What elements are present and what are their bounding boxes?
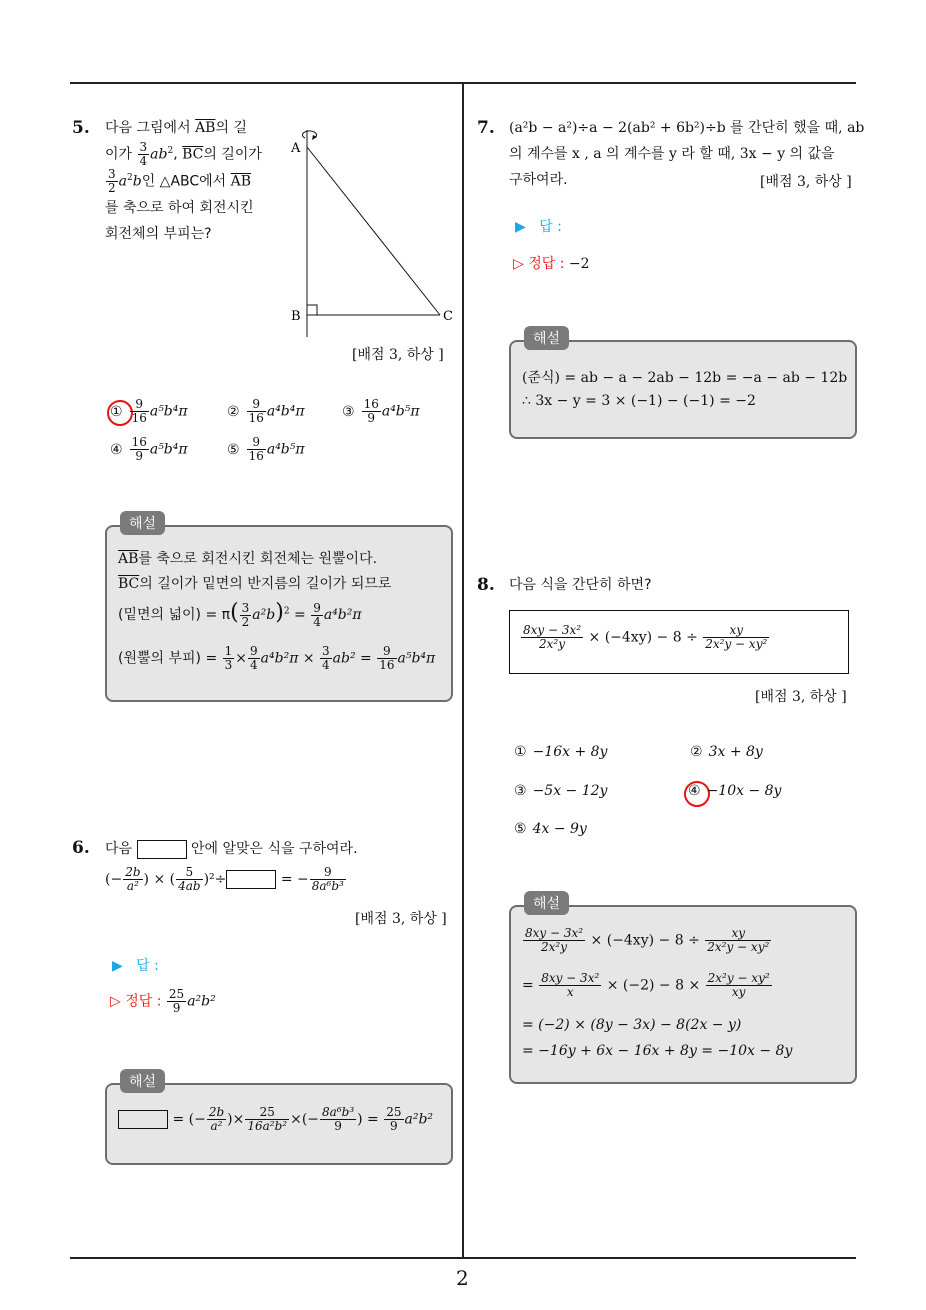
- vertex-a-label: A: [291, 141, 301, 156]
- question-7-score: [배점 3, 하상 ]: [760, 174, 852, 190]
- question-6-expression: (− $\frac{2b}{\text{a²}}$ ) × ( $\frac{5}{4ab}$ )²÷ = − $\frac{9}{\text{8a⁶b³}}$: [105, 865, 344, 893]
- question-5-score: [배점 3, 하상 ]: [352, 347, 444, 363]
- q7-explanation-box: [509, 340, 857, 439]
- question-6-number: 6.: [72, 838, 90, 858]
- q8-choice-5[interactable]: ⑤ 4x − 9y: [514, 821, 587, 837]
- q7-correct-answer: ▷ 정답 : −2: [513, 256, 590, 272]
- question-7-text: (a²b − a²)÷a − 2(ab² + 6b²)÷b 를 간단히 했을 때, ab 의 계수를 x , a 의 계수를 y 라 할 때, 3x − y 의 값을 구하여라.: [509, 120, 865, 188]
- q6-correct-answer: ▷ 정답 : $\frac{25}{9}$ a²b²: [110, 987, 216, 1015]
- q8-choice-1[interactable]: ① −16x + 8y: [514, 744, 608, 760]
- q7-explanation-tag: 해설: [524, 326, 569, 350]
- q5-choice-1[interactable]: ① $\frac{9}{16}$ a⁵b⁴π: [110, 397, 188, 425]
- question-5-number: 5.: [72, 118, 90, 138]
- question-6-score: [배점 3, 하상 ]: [355, 911, 447, 927]
- question-5-text: 다음 그림에서 $\overline{AB}$의 길 이가 $\frac{3}{4}$ $ab^2$, $\overline{BC}$의 길이가 $\frac{3}{2}$ $a^2b$인 △ABC에서 $\overline{AB}$ 를 축으로 하여 회전시킨 회전체의 부피는?: [105, 120, 262, 242]
- q8-choice-2[interactable]: ② 3x + 8y: [690, 744, 763, 760]
- q7-exp-line-2: ∴ 3x − y = 3 × (−1) − (−1) = −2: [522, 393, 756, 409]
- right-angle-marker: [307, 305, 317, 315]
- question-7-number: 7.: [477, 118, 495, 138]
- q8-explanation-tag: 해설: [524, 891, 569, 915]
- q8-choice-3[interactable]: ③ −5x − 12y: [514, 783, 608, 799]
- q7-answer-line[interactable]: ▶ 답 :: [515, 219, 562, 235]
- column-divider: [462, 84, 464, 1258]
- q5-choice-2[interactable]: ② $\frac{9}{16}$ a⁴b⁴π: [227, 397, 305, 425]
- triangle-figure: [285, 125, 460, 340]
- outline-arrow-icon: ▷: [513, 256, 524, 272]
- q7-exp-line-1: (준식) = ab − a − 2ab − 12b = −a − ab − 12b: [522, 370, 848, 386]
- question-6-text: 다음 안에 알맞은 식을 구하여라.: [105, 841, 358, 857]
- page-number: 2: [456, 1266, 469, 1290]
- play-arrow-icon: ▶: [112, 958, 123, 974]
- play-arrow-icon: ▶: [515, 219, 526, 235]
- q5-choice-5[interactable]: ⑤ $\frac{9}{16}$ a⁴b⁵π: [227, 435, 305, 463]
- q5-exp-line-3: (밑면의 넓이) = π( $\frac{3}{2}$ a²b)$^2$ = $\frac{9}{4}$ a⁴b²π: [118, 600, 362, 629]
- q6-explanation-tag: 해설: [120, 1069, 165, 1093]
- q5-choice-4[interactable]: ④ $\frac{16}{9}$ a⁵b⁴π: [110, 435, 188, 463]
- blank-box-3: [118, 1110, 168, 1129]
- q8-exp-line-1: $\frac{\text{8xy − 3x²}}{\text{2x²y}}$ × (−4xy) − 8 ÷ $\frac{xy}{\text{2x²y − xy²}}$: [525, 926, 770, 954]
- q5-exp-line-1: $\overline{AB}$를 축으로 회전시킨 회전체는 원뿔이다.: [118, 551, 378, 567]
- blank-box: [137, 840, 187, 859]
- q5-exp-line-4: (원뿔의 부피) = $\frac{1}{3}$ × $\frac{9}{4}$ a⁴b²π × $\frac{3}{4}$ ab² = $\frac{9}{16}$ a⁵b⁴π: [118, 644, 436, 672]
- q8-exp-line-3: = (−2) × (8y − 3x) − 8(2x − y): [522, 1017, 742, 1033]
- bottom-rule: [70, 1257, 856, 1259]
- q8-exp-line-2: = $\frac{\text{8xy − 3x²}}{x}$ × (−2) − 8 × $\frac{\text{2x²y − xy²}}{xy}$: [522, 971, 770, 999]
- outline-arrow-icon: ▷: [110, 993, 121, 1010]
- q5-explanation-tag: 해설: [120, 511, 165, 535]
- q5-choice-3[interactable]: ③ $\frac{16}{9}$ a⁴b⁵π: [342, 397, 420, 425]
- blank-box-2: [226, 870, 276, 889]
- hypotenuse-line: [307, 147, 440, 315]
- q5-exp-line-2: $\overline{BC}$의 길이가 밑면의 반지름의 길이가 되므로: [118, 576, 392, 592]
- q6-answer-line[interactable]: ▶ 답 :: [112, 958, 159, 974]
- vertex-b-label: B: [291, 309, 301, 324]
- q8-choice-4[interactable]: ④ −10x − 8y: [688, 783, 782, 799]
- q6-exp-line: = (− $\frac{2b}{\text{a²}}$ )× $\frac{25}{\text{16a²b²}}$ ×(− $\frac{\text{8a⁶b³}}{9}$ ) = $\frac{25}{9}$ a²b²: [118, 1106, 433, 1133]
- question-8-text: 다음 식을 간단히 하면?: [509, 577, 652, 593]
- q8-expression: $\frac{\text{8xy − 3x²}}{\text{2x²y}}$ × (−4xy) − 8 ÷ $\frac{xy}{\text{2x²y − xy²}}$: [523, 623, 768, 651]
- question-8-score: [배점 3, 하상 ]: [755, 689, 847, 705]
- vertex-c-label: C: [443, 309, 453, 324]
- question-8-number: 8.: [477, 575, 495, 595]
- q8-exp-line-4: = −16y + 6x − 16x + 8y = −10x − 8y: [522, 1043, 793, 1059]
